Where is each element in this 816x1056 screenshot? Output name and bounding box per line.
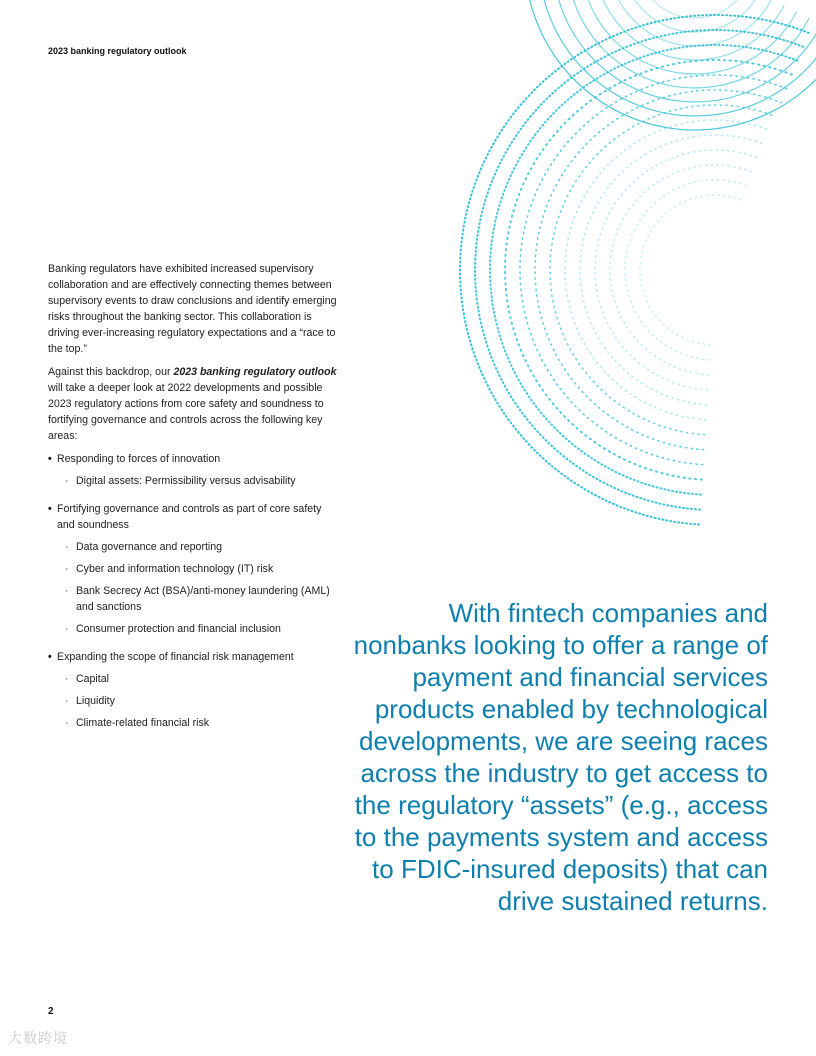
sub-area-item: · Consumer protection and financial inclusion — [57, 621, 340, 637]
intro-paragraph: Banking regulators have exhibited increased supervisory collaboration and are effectively connecting themes between supervisory events to draw conclusions and identify emerging risks throughout the banking sector. This collaboration is driving ever-increasing regulatory expectations and a “race to the top.” — [48, 263, 337, 355]
sub-area-list — [57, 671, 340, 731]
key-areas-list — [48, 451, 340, 731]
report-title-emphasis: 2023 banking regulatory outlook — [173, 366, 337, 378]
key-area-label: Responding to forces of innovation — [57, 453, 221, 465]
running-header: 2023 banking regulatory outlook — [48, 46, 187, 56]
key-area-item — [48, 501, 340, 637]
sub-area-item: · Capital — [57, 671, 340, 687]
dotted-swirl-graphic — [390, 0, 816, 540]
outlook-paragraph-tail: will take a deeper look at 2022 developments and possible 2023 regulatory actions from core safety and soundness to fortifying governance and controls across the following key areas: — [48, 382, 324, 442]
body-text-column — [48, 261, 340, 743]
sub-area-item: · Bank Secrecy Act (BSA)/anti-money laundering (AML) and sanctions — [57, 583, 340, 615]
sub-area-item: · Climate-related financial risk — [57, 715, 340, 731]
key-area-label: Expanding the scope of financial risk management — [57, 651, 294, 663]
outlook-paragraph-lead: Against this backdrop, our — [48, 366, 174, 378]
sub-area-item: · Liquidity — [57, 693, 340, 709]
sub-area-item: · Data governance and reporting — [57, 539, 340, 555]
key-area-label: Fortifying governance and controls as part of core safety and soundness — [57, 503, 322, 531]
page-number: 2 — [48, 1006, 54, 1017]
sub-area-item: · Digital assets: Permissibility versus advisability — [57, 473, 340, 489]
key-area-item — [48, 451, 340, 489]
key-area-item — [48, 649, 340, 731]
sub-area-item: · Cyber and information technology (IT) risk — [57, 561, 340, 577]
sub-area-list — [57, 539, 340, 637]
watermark: 大数跨境 — [8, 1030, 68, 1046]
outlook-paragraph — [48, 364, 340, 444]
sub-area-list — [57, 473, 340, 489]
pull-quote: With fintech companies and nonbanks looking to offer a range of payment and financial services products enabled by technological developments, we are seeing races across the industry to get access to the regulatory “assets” (e.g., access to the payments system and access to FDIC-insured deposits) that can drive sustained returns. — [353, 598, 768, 916]
